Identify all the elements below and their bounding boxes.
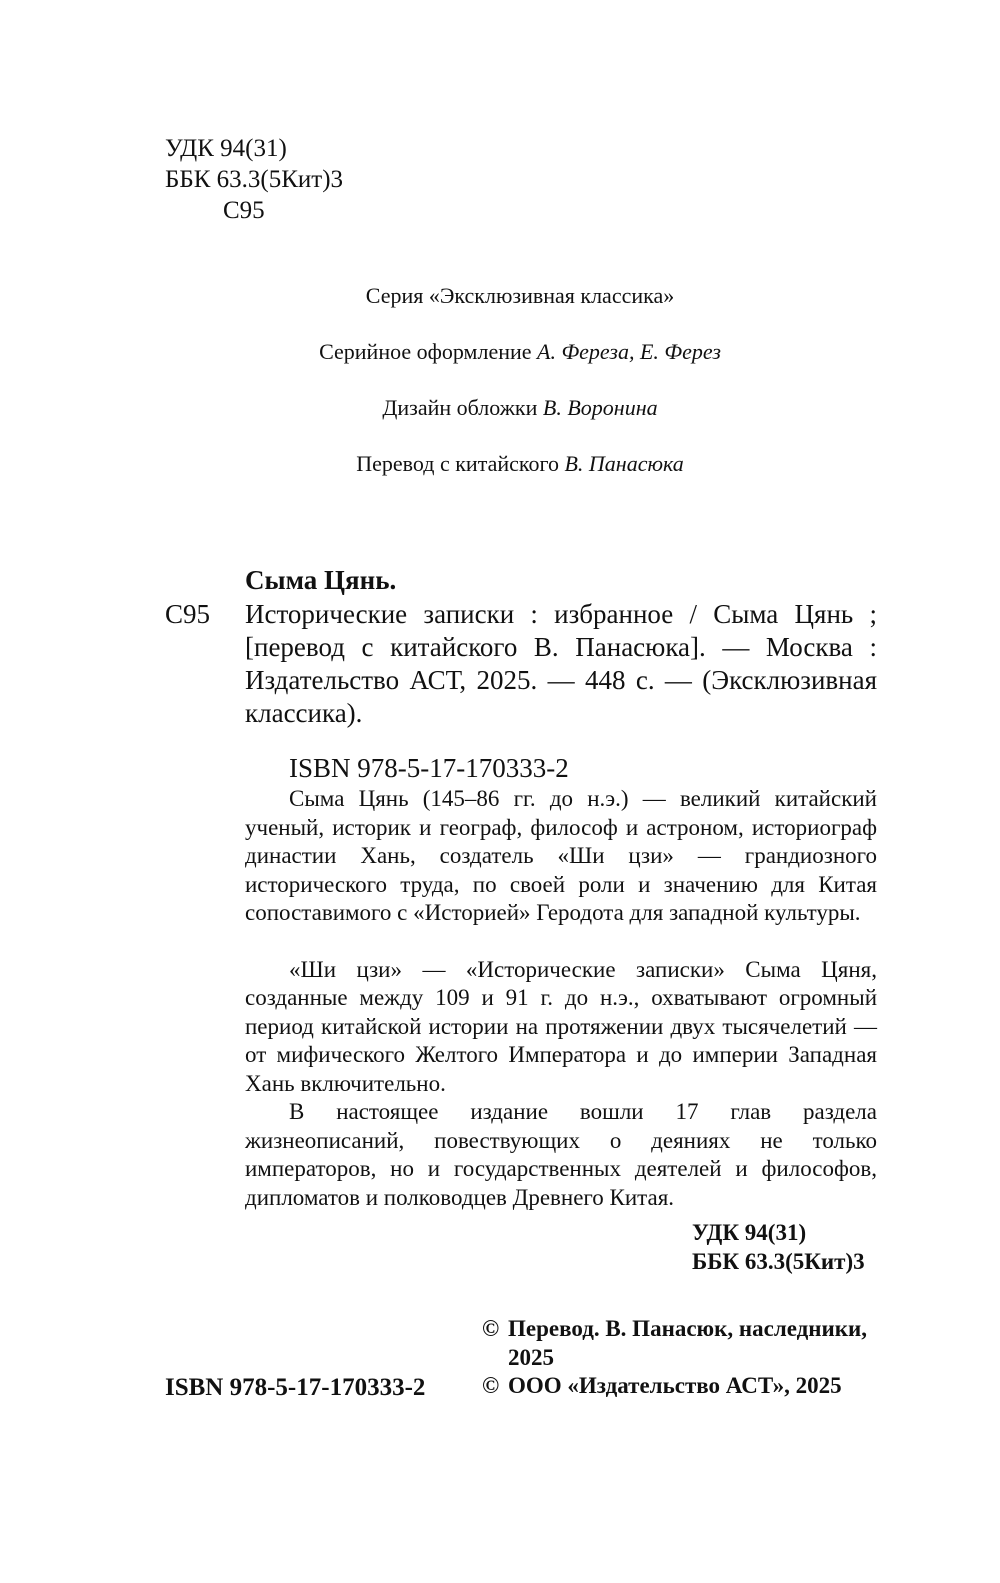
copyright-block — [482, 1315, 882, 1401]
cover-designer-name: В. Воронина — [542, 395, 658, 420]
copyright-icon: © — [482, 1373, 500, 1398]
author-mark: С95 — [223, 197, 265, 224]
annotation — [245, 785, 877, 1212]
translation-label: Перевод с китайского — [356, 451, 559, 476]
copyright-translation-text: Перевод. В. Панасюк, наследники, 2025 — [508, 1316, 868, 1370]
series-line: Серия «Эксклюзивная классика» — [365, 283, 675, 308]
series-design-names: А. Фереза, Е. Ферез — [537, 339, 721, 364]
catalog-isbn: ISBN 978-5-17-170333-2 — [289, 753, 569, 783]
series-design-label: Серийное оформление — [319, 339, 532, 364]
classification-footer — [692, 1219, 865, 1276]
annotation-paragraph: Сыма Цянь (145–86 гг. до н.э.) — великий китайский ученый, историк и географ, философ и астроном, историограф династии Хань, создатель «Ши цзи» — грандиозного исторического труда, по своей роли и значению для Китая сопоставимого с «Историей» Геродота для западной культуры. — [245, 786, 877, 925]
copyright-publisher — [482, 1372, 882, 1401]
udk-code-footer: УДК 94(31) — [692, 1220, 807, 1245]
catalog-entry-text: Исторические записки : избранное / Сыма Цянь ; [перевод с китайского В. Панасюка]. — Москва : Издательство АСТ, 2025. — 448 с. — (Эксклюзивная классика). — [245, 599, 877, 728]
catalog-author: Сыма Цянь. — [245, 565, 397, 595]
catalog-record — [165, 562, 877, 785]
annotation-paragraph: В настоящее издание вошли 17 глав раздела жизнеописаний, повествующих о деяниях не только императоров, но и государственных деятелей и философов, дипломатов и полководцев Древнего Китая. — [245, 1099, 877, 1210]
bbk-code-footer: ББК 63.3(5Кит)3 — [692, 1248, 865, 1274]
annotation-paragraph: «Ши цзи» — «Исторические записки» Сыма Цяня, созданные между 109 и 91 г. до н.э., охватывают огромный период китайской истории на протяжении двух тысячелетий — от мифического Желтого Императора и до империи Западная Хань включительно. — [245, 956, 877, 1096]
cover-design-label: Дизайн обложки — [382, 395, 538, 420]
series-design-line — [0, 338, 1000, 394]
copyright-translation — [482, 1315, 882, 1372]
copyright-publisher-text: ООО «Издательство АСТ», 2025 — [508, 1373, 842, 1398]
translation-line — [0, 450, 1000, 506]
udk-code: УДК 94(31) — [165, 135, 287, 162]
catalog-author-mark: С95 — [165, 599, 211, 629]
credits-block — [0, 282, 1000, 506]
translator-name: В. Панасюка — [564, 451, 684, 476]
cover-design-line — [0, 394, 1000, 450]
copyright-icon: © — [482, 1316, 500, 1341]
catalog-entry — [165, 598, 877, 730]
classification-header — [165, 133, 343, 226]
bbk-code: ББК 63.3(5Кит)3 — [165, 166, 344, 193]
isbn-footer: ISBN 978-5-17-170333-2 — [165, 1374, 426, 1401]
